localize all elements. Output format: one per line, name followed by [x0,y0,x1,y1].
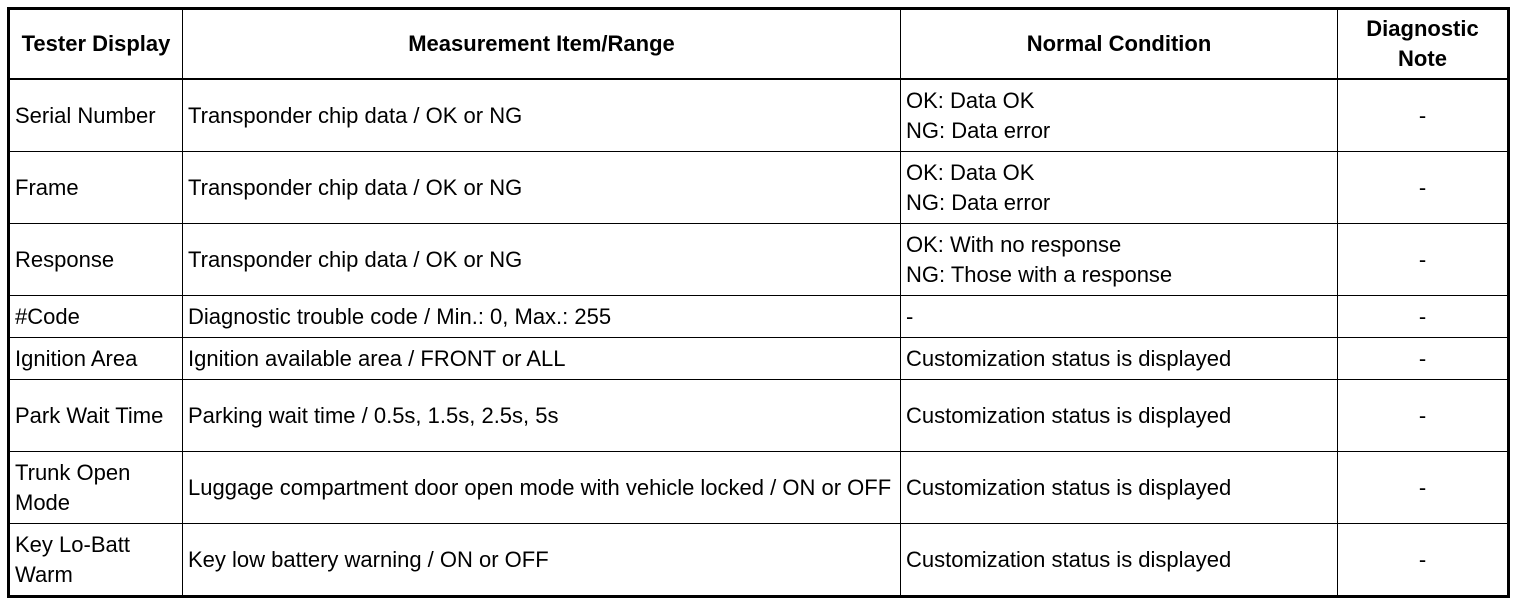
table-row [9,296,1509,338]
normal-condition-cell [901,224,1338,296]
diagnostic-note-cell: - [1338,79,1509,152]
normal-condition-line: - [906,303,914,329]
tester-display-cell: Trunk Open Mode [9,452,183,524]
header-row [9,9,1509,80]
header-diagnostic-note: Diagnostic Note [1338,9,1509,80]
header-tester-display: Tester Display [9,9,183,80]
normal-condition-cell [901,79,1338,152]
measurement-item-cell: Transponder chip data / OK or NG [183,224,901,296]
measurement-item-cell: Transponder chip data / OK or NG [183,152,901,224]
table-row [9,338,1509,380]
table-row [9,380,1509,452]
tester-display-cell: Park Wait Time [9,380,183,452]
header-normal-condition: Normal Condition [901,9,1338,80]
tester-display-cell: Serial Number [9,79,183,152]
normal-condition-cell [901,338,1338,380]
normal-condition-line: NG: Data error [906,189,1051,215]
tester-display-cell: Ignition Area [9,338,183,380]
normal-condition-cell [901,296,1338,338]
measurement-item-cell: Ignition available area / FRONT or ALL [183,338,901,380]
normal-condition-line: Customization status is displayed [906,474,1232,500]
diagnostic-note-cell: - [1338,524,1509,597]
tester-display-cell: Key Lo-Batt Warm [9,524,183,597]
normal-condition-line: OK: Data OK [906,159,1035,185]
header-measurement-item: Measurement Item/Range [183,9,901,80]
normal-condition-cell [901,452,1338,524]
normal-condition-cell [901,524,1338,597]
diagnostic-note-cell: - [1338,380,1509,452]
normal-condition-line: NG: Those with a response [906,261,1173,287]
normal-condition-cell [901,152,1338,224]
diagnostic-note-cell: - [1338,338,1509,380]
table-row [9,79,1509,152]
normal-condition-cell [901,380,1338,452]
normal-condition-line: Customization status is displayed [906,402,1232,428]
normal-condition-line: Customization status is displayed [906,345,1232,371]
normal-condition-line: OK: Data OK [906,87,1035,113]
diagnostic-note-cell: - [1338,152,1509,224]
tester-display-cell: Response [9,224,183,296]
diagnostic-note-cell: - [1338,224,1509,296]
measurement-item-cell: Parking wait time / 0.5s, 1.5s, 2.5s, 5s [183,380,901,452]
normal-condition-line: NG: Data error [906,117,1051,143]
table-row [9,152,1509,224]
diagnostic-note-cell: - [1338,296,1509,338]
normal-condition-line: OK: With no response [906,231,1122,257]
measurement-item-cell: Luggage compartment door open mode with vehicle locked / ON or OFF [183,452,901,524]
measurement-item-cell: Key low battery warning / ON or OFF [183,524,901,597]
table-row [9,452,1509,524]
data-list-table [7,7,1510,598]
normal-condition-line: Customization status is displayed [906,546,1232,572]
diagnostic-note-cell: - [1338,452,1509,524]
measurement-item-cell: Diagnostic trouble code / Min.: 0, Max.: 255 [183,296,901,338]
measurement-item-cell: Transponder chip data / OK or NG [183,79,901,152]
tester-display-cell: #Code [9,296,183,338]
table-row [9,524,1509,597]
table-row [9,224,1509,296]
tester-display-cell: Frame [9,152,183,224]
